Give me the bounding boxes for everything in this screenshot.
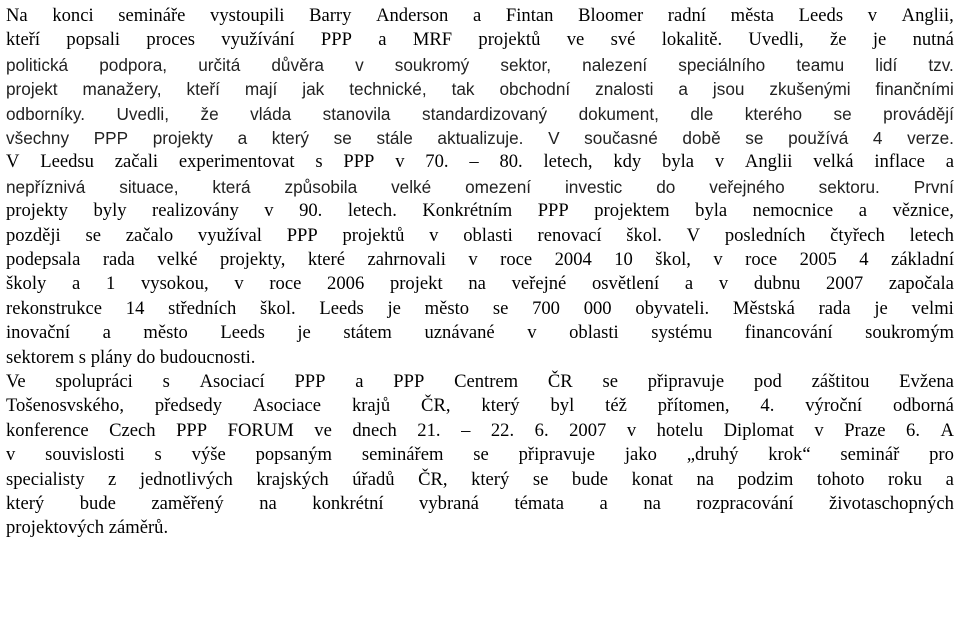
text-line: který bude zaměřený na konkrétní vybraná témata a na rozpracování životaschopných [6, 493, 954, 514]
text-line: Ve spolupráci s Asociací PPP a PPP Centrem ČR se připravuje pod záštitou Evžena [6, 371, 954, 392]
text-line: Na konci semináře vystoupili Barry Anderson a Fintan Bloomer radní města Leeds v Anglii, [6, 5, 954, 26]
text-line: nepříznivá situace, která způsobila velké omezení investic do veřejného sektoru. První [6, 176, 954, 197]
text-line: politická podpora, určitá důvěra v soukromý sektor, nalezení speciálního teamu lidí tzv. [6, 54, 954, 75]
text-line: inovační a město Leeds je státem uznávané v oblasti systému financování soukromým [6, 322, 954, 344]
text-line: projektových záměrů. [6, 517, 169, 539]
text-line: později se začalo využíval PPP projektů v oblasti renovací škol. V posledních čtyřech letech [6, 224, 954, 246]
text-line: konference Czech PPP FORUM ve dnech 21. – 22. 6. 2007 v hotelu Diplomat v Praze 6. A [6, 419, 954, 441]
text-line: V Leedsu začali experimentovat s PPP v 70. – 80. letech, kdy byla v Anglii velká inflace a [6, 151, 954, 173]
text-line: podepsala rada velké projekty, které zahrnovali v roce 2004 10 škol, v roce 2005 4 základní [6, 249, 954, 270]
text-line: specialisty z jednotlivých krajských úřadů ČR, který se bude konat na podzim tohoto roku a [6, 468, 954, 490]
text-line: v souvislosti s výše popsaným seminářem se připravuje jako „druhý krok“ seminář pro [6, 444, 954, 466]
text-line: projekt manažery, kteří mají jak technické, tak obchodní znalosti a jsou zkušenými finančními [6, 79, 954, 100]
text-line: projekty byly realizovány v 90. letech. Konkrétním PPP projektem byla nemocnice a věznice, [6, 200, 954, 222]
text-line: kteří popsali proces využívání PPP a MRF projektů ve své lokalitě. Uvedli, že je nutná [6, 29, 954, 51]
text-line: rekonstrukce 14 středních škol. Leeds je město se 700 000 obyvateli. Městská rada je velmi [6, 297, 954, 319]
text-line: sektorem s plány do budoucnosti. [6, 346, 256, 368]
text-line: všechny PPP projekty a který se stále aktualizuje. V současné době se používá 4 verze. [6, 128, 954, 148]
text-line: Tošenosvského, předsedy Asociace krajů ČR, který byl též přítomen, 4. výroční odborná [6, 395, 954, 417]
text-line: odborníky. Uvedli, že vláda stanovila standardizovaný dokument, dle kterého se provádějí [6, 103, 954, 124]
text-line: školy a 1 vysokou, v roce 2006 projekt na veřejné osvětlení a v dubnu 2007 započala [6, 273, 954, 295]
